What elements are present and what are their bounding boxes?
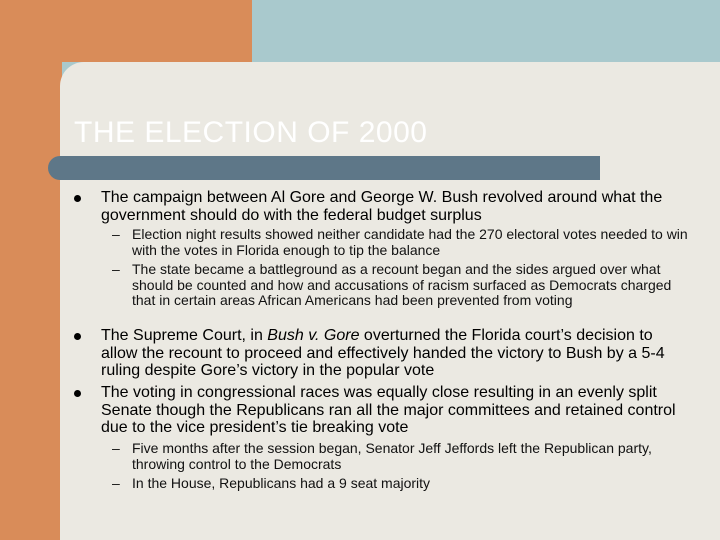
bullet-1-text: The campaign between Al Gore and George W. Bush revolved around what the government should do with the federal budget surplus	[101, 189, 663, 224]
bullet-2-text-end: overturned the Florida court’s decision to allow the recount to proceed and effectively handed the victory to Bush by a 5-4 ruling despite Gore’s victory in the popular vote	[101, 327, 665, 379]
sub-dash: –	[112, 226, 120, 242]
bullet-1-sub-2: The state became a battleground as a recount began and the sides argued over what should be counted and how and accusations of racism surfaced as Democrats charged that in certain areas African Americans had been prevented from voting	[132, 261, 672, 308]
bullet-1-sub-1: Election night results showed neither candidate had the 270 electoral votes needed to win with the votes in Florida enough to tip the balance	[132, 226, 688, 258]
orange-left-strip	[0, 62, 62, 540]
bullet-3-sub-2: In the House, Republicans had a 9 seat majority	[132, 475, 431, 491]
bullet-dot	[74, 333, 81, 340]
sub-dash: –	[112, 261, 120, 277]
bullet-3-sub-1: Five months after the session began, Senator Jeff Jeffords left the Republican party, throwing control to the Democrats	[132, 440, 652, 472]
slide-title: THE ELECTION OF 2000	[74, 116, 428, 149]
bullet-dot	[74, 390, 81, 397]
sub-dash: –	[112, 440, 120, 456]
orange-corner-block	[0, 0, 252, 62]
bullet-3-text: The voting in congressional races was equally close resulting in an evenly split Senate though the Republicans ran all the major committees and retained control due to the vice president’s tie breaking vote	[101, 384, 676, 436]
title-underline-bar	[62, 156, 600, 180]
case-name: Bush v. Gore	[267, 327, 360, 344]
bullet-2-text	[101, 327, 691, 380]
bullet-2-text-start: The Supreme Court, in	[101, 327, 268, 344]
sub-dash: –	[112, 475, 120, 491]
bullet-dot	[74, 195, 81, 202]
